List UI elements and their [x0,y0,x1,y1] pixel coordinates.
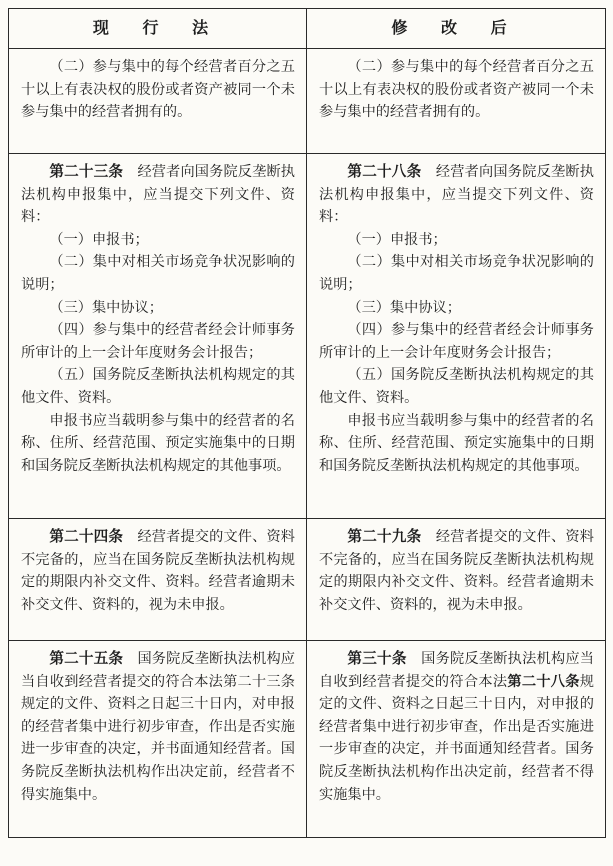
article-text: 经营者提交的文件、资料不完备的，应当在国务院反垄断执法机构规定的期限内补交文件、资料。经营者逾期未补交文件、资料的，视为未申报。 [21,529,295,613]
amended-law-cell [307,154,606,519]
header-current-law: 现 行 法 [9,9,307,49]
law-comparison-table [8,8,606,838]
list-item: （五）国务院反垄断执法机构规定的其他文件、资料。 [319,367,594,406]
list-item: （二）集中对相关市场竞争状况影响的说明； [319,254,594,293]
article-paragraph [319,648,594,806]
header-row [9,9,606,49]
list-item: （二）集中对相关市场竞争状况影响的说明； [21,254,295,293]
list-item: （三）集中协议； [347,299,461,316]
article-paragraph [319,526,594,616]
article-text: 国务院反垄断执法机构应当自收到经营者提交的符合本法第二十三条规定的文件、资料之日起三十日内，对申报的经营者集中进行初步审查，作出是否实施进一步审查的决定，并书面通知经营者。国务院反垄断执法机构作出决定前，经营者不得实施集中。 [21,651,295,803]
article-number: 第二十五条 [49,650,124,667]
current-law-cell [9,519,307,641]
clause-paragraph: （二）参与集中的每个经营者百分之五十以上有表决权的股份或者资产被同一个未参与集中的经营者拥有的。 [319,59,594,121]
clause-paragraph: 申报书应当载明参与集中的经营者的名称、住所、经营范围、预定实施集中的日期和国务院反垄断执法机构规定的其他事项。 [21,412,295,474]
header-amended-law: 修 改 后 [307,9,606,49]
article-text: 经营者向国务院反垄断执法机构申报集中，应当提交下列文件、资料： [319,164,594,226]
list-item: （四）参与集中的经营者经会计师事务所审计的上一会计年度财务会计报告； [319,322,594,361]
article-number: 第二十四条 [49,528,124,545]
clause-paragraph: （二）参与集中的每个经营者百分之五十以上有表决权的股份或者资产被同一个未参与集中的经营者拥有的。 [21,59,295,121]
list-item: （一）申报书； [49,231,149,248]
article-paragraph [319,161,594,229]
article-number: 第二十八条 [347,163,422,180]
clause-paragraph: 申报书应当载明参与集中的经营者的名称、住所、经营范围、预定实施集中的日期和国务院反垄断执法机构规定的其他事项。 [319,412,594,474]
article-paragraph [21,161,295,229]
current-law-cell [9,154,307,519]
list-item: （三）集中协议； [49,299,163,316]
amended-law-cell [307,519,606,641]
amended-law-cell [307,49,606,154]
current-law-cell [9,49,307,154]
article-number: 第二十三条 [49,163,124,180]
amended-article-reference: 第二十八条 [507,673,580,690]
list-item: （四）参与集中的经营者经会计师事务所审计的上一会计年度财务会计报告； [21,322,295,361]
amended-law-cell [307,641,606,838]
article-text: 经营者向国务院反垄断执法机构申报集中，应当提交下列文件、资料： [21,164,295,226]
table-row [9,49,606,154]
article-text: 经营者提交的文件、资料不完备的，应当在国务院反垄断执法机构规定的期限内补交文件、资料。经营者逾期未补交文件、资料的，视为未申报。 [319,529,594,613]
article-text-continued: 规定的文件、资料之日起三十日内，对申报的经营者集中进行初步审查，作出是否实施进一步审查的决定，并书面通知经营者。国务院反垄断执法机构作出决定前，经营者不得实施集中。 [319,673,594,803]
list-item: （五）国务院反垄断执法机构规定的其他文件、资料。 [21,367,295,406]
table-row [9,519,606,641]
article-text: 国务院反垄断执法机构应当自收到经营者提交的符合本法 [319,651,594,690]
article-number: 第三十条 [347,650,407,667]
article-paragraph [21,526,295,616]
article-paragraph [21,648,295,806]
article-number: 第二十九条 [347,528,422,545]
table-row [9,641,606,838]
table-row [9,154,606,519]
list-item: （一）申报书； [347,231,447,248]
current-law-cell [9,641,307,838]
